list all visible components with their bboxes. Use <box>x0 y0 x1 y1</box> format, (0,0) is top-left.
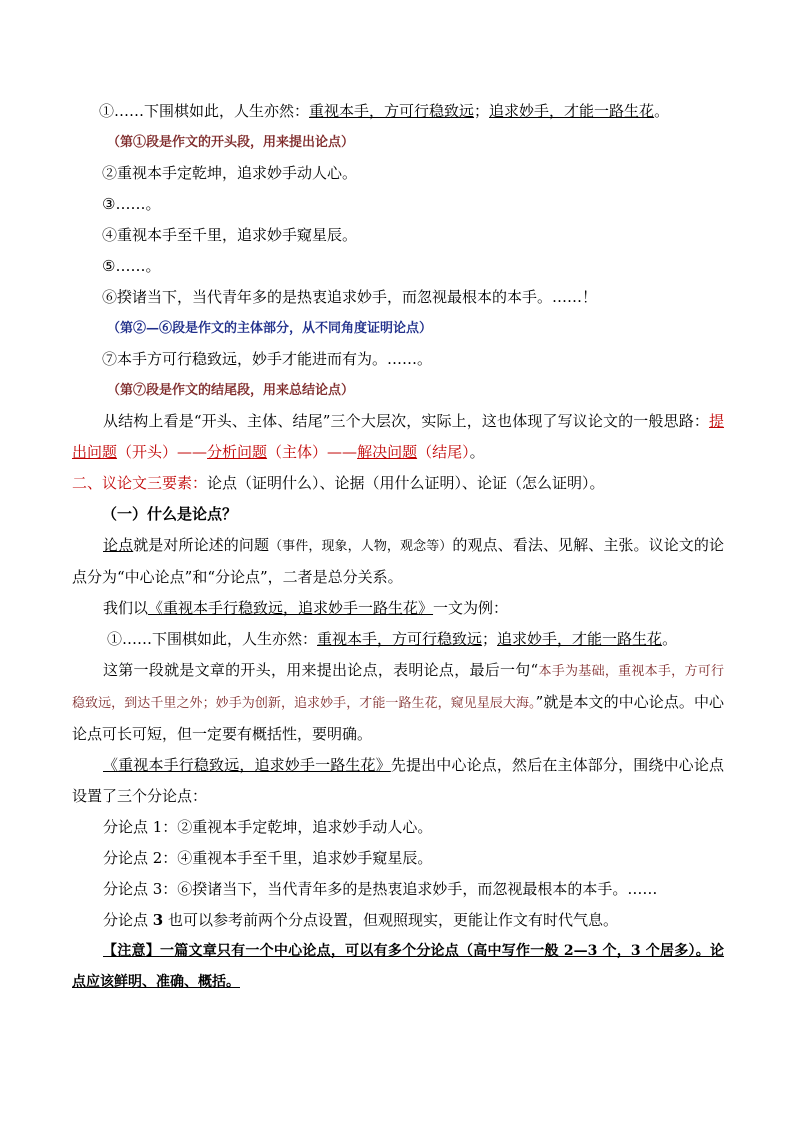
paragraph-3: ③……。 <box>102 195 161 213</box>
section-heading-label: 二、议论文三要素： <box>72 474 208 492</box>
structure-summary <box>72 406 724 468</box>
central-text-a: 这第一段就是文章的开头，用来提出论点，表明论点，最后一句“ <box>103 661 539 679</box>
example-intro-b: 一文为例： <box>433 599 509 617</box>
note-body: （第②—⑥段是作文的主体部分，从不同角度证明论点） <box>107 321 433 336</box>
definition-term: 论点 <box>103 536 134 554</box>
sub-argument-3: 分论点 3：⑥揆诸当下，当代青年多的是热衷追求妙手，而忽视最根本的本手。…… <box>103 880 658 898</box>
sub-argument-text: 先提出中心论点，然后在主体部分，围绕中心论点设置了三个分论点： <box>72 756 724 805</box>
sub-argument-1: 分论点 1：②重视本手定乾坤，追求妙手动人心。 <box>103 818 433 836</box>
sub-argument-2: 分论点 2：④重视本手至千里，追求妙手窥星辰。 <box>103 849 433 867</box>
note-ending: （第⑦段是作文的结尾段，用来总结论点） <box>107 383 355 398</box>
definition-paragraph <box>72 530 724 593</box>
paragraph-5: ⑤……。 <box>102 257 161 275</box>
definition-text-a: 就是对所论述的问题 <box>133 536 270 554</box>
summary-step-1: 提出问题 <box>72 412 724 461</box>
summary-step-3-note: （结尾） <box>417 443 470 461</box>
example-title: 《重视本手行稳致远，追求妙手一路生花》 <box>148 599 434 617</box>
example-intro-a: 我们以 <box>103 599 149 617</box>
sub-heading: （一）什么是论点？ <box>102 505 238 523</box>
quote-prefix: ①……下围棋如此，人生亦然： <box>107 630 318 648</box>
summary-step-2-note: （主体）—— <box>267 443 358 461</box>
p1-end: 。 <box>654 102 670 120</box>
central-argument-quote: 本手为基础，重视本手，方可行稳致远，到达千里之外；妙手为创新，追求妙手，才能一路生花，窥见星辰大海。 <box>72 664 724 711</box>
summary-step-1-note: （开头）—— <box>117 443 208 461</box>
summary-step-3: 解决问题 <box>357 443 418 461</box>
p1-sep: ； <box>474 102 490 120</box>
sub3-note-a: 分论点 <box>103 911 153 929</box>
definition-examples: （事件，现象，人物，观念等） <box>269 539 453 554</box>
sub-argument-title: 《重视本手行稳致远，追求妙手一路生花》 <box>103 756 391 774</box>
summary-step-2: 分析问题 <box>207 443 268 461</box>
quote-end: 。 <box>662 630 678 648</box>
note-opening: （第①段是作文的开头段，用来提出论点） <box>107 135 355 150</box>
quoted-paragraph-1 <box>72 624 724 655</box>
notice-label: 【注意】 <box>103 943 160 959</box>
notice-paragraph <box>72 936 724 998</box>
section-heading-rest: 论点（证明什么）、论据（用什么证明）、论证（怎么证明）。 <box>207 474 605 492</box>
central-text-b: ”就是本文的中心论点。中心论点可长可短，但一定要有概括性，要明确。 <box>72 693 724 743</box>
p1-claim-2: 追求妙手，才能一路生花 <box>489 102 655 120</box>
paragraph-7: ⑦本手方可行稳致远，妙手才能进而有为。……。 <box>102 350 433 368</box>
paragraph-2: ②重视本手定乾坤，追求妙手动人心。 <box>102 164 358 182</box>
quote-claim-1: 重视本手，方可行稳致远 <box>317 630 483 648</box>
document-page <box>72 96 724 998</box>
sub3-note-number: 3 <box>152 911 164 929</box>
p1-prefix: ①……下围棋如此，人生亦然： <box>99 102 310 120</box>
quote-sep: ； <box>482 630 498 648</box>
summary-text: 从结构上看是“开头、主体、结尾”三个大层次，实际上，这也体现了写议论文的一般思路： <box>103 412 709 430</box>
paragraph-6: ⑥揆诸当下，当代青年多的是热衷追求妙手，而忽视最根本的本手。……！ <box>102 288 598 306</box>
central-argument-paragraph <box>72 655 724 750</box>
sub3-note-b: 也可以参考前两个分点设置，但观照现实，更能让作文有时代气息。 <box>163 911 618 929</box>
notice-body: 一篇文章只有一个中心论点，可以有多个分论点（高中写作一般 2—3 个，3 个居多）。论点应该鲜明、准确、概括。 <box>72 943 725 990</box>
paragraph-1 <box>72 96 724 127</box>
section-heading <box>72 468 724 499</box>
summary-end: 。 <box>469 443 485 461</box>
example-intro <box>72 593 724 624</box>
definition-text-b: 的观点、看法、见解、主张。议论文的论点分为“中心论点”和“分论点”，二者是总分关系。 <box>72 536 724 586</box>
paragraph-4: ④重视本手至千里，追求妙手窥星辰。 <box>102 226 358 244</box>
quote-claim-2: 追求妙手，才能一路生花 <box>497 630 663 648</box>
sub-argument-intro <box>72 750 724 812</box>
sub-argument-3-note <box>72 905 724 936</box>
p1-claim-1: 重视本手，方可行稳致远 <box>309 102 475 120</box>
